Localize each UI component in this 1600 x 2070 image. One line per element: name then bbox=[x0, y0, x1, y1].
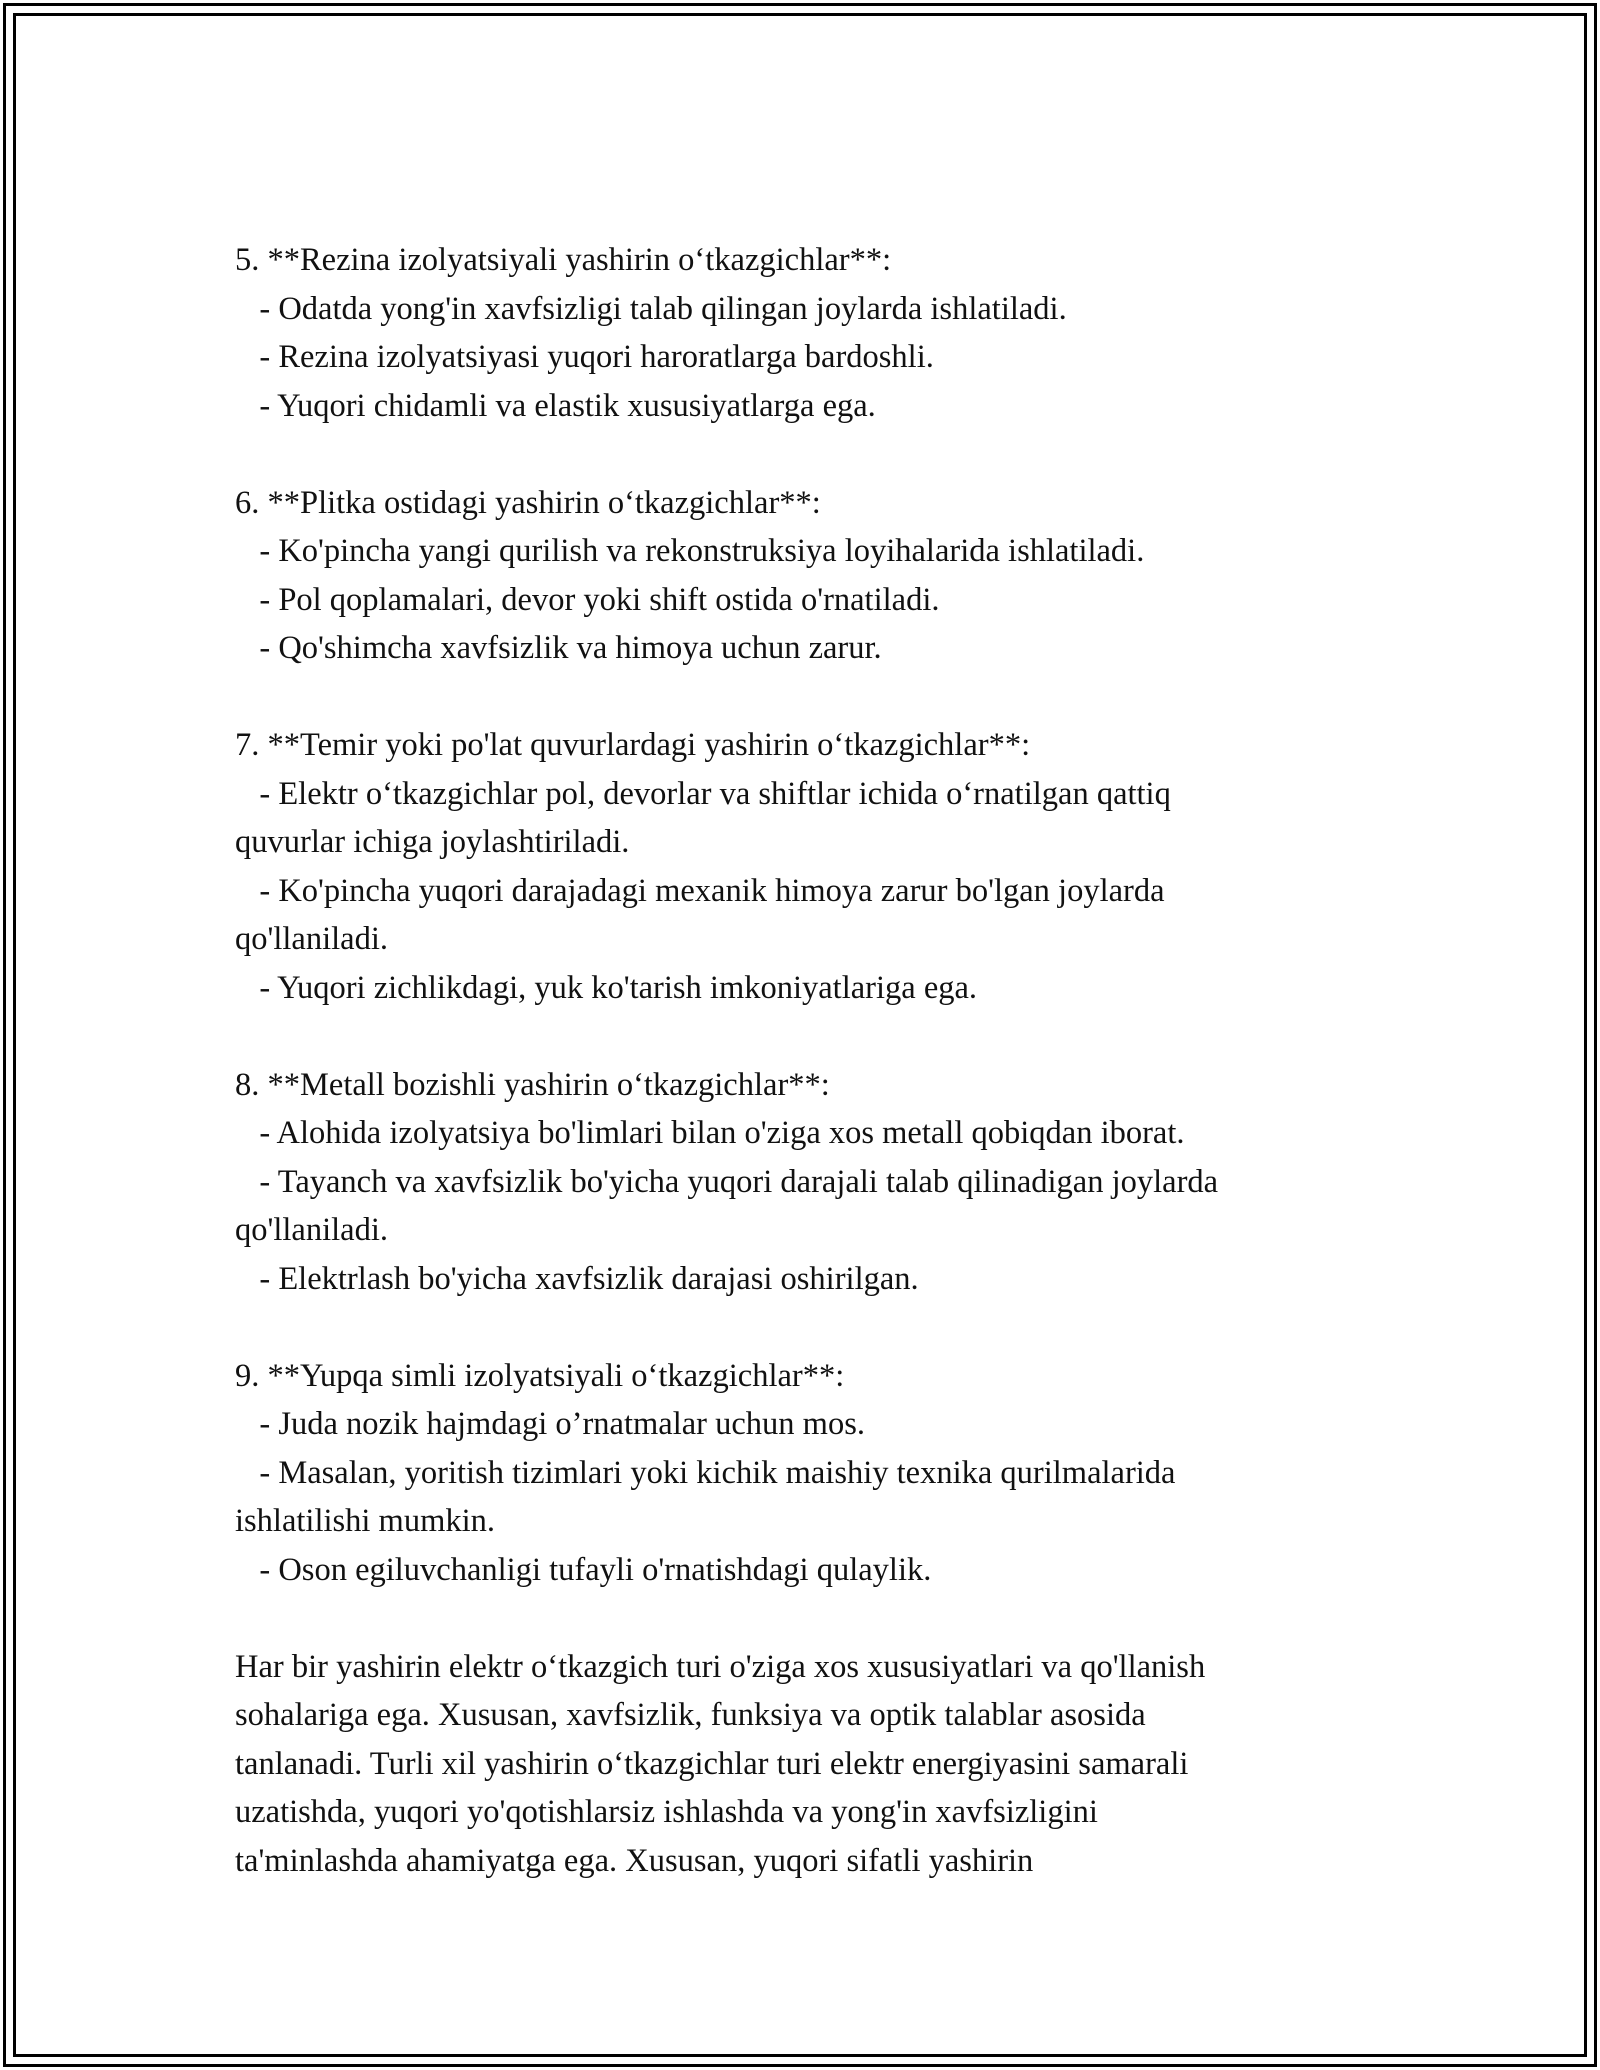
list-item: - Elektr o‘tkazgichlar pol, devorlar va shiftlar ichida o‘rnatilgan qattiq bbox=[235, 775, 1171, 812]
section-9 bbox=[235, 1352, 1385, 1595]
section-heading: 8. **Metall bozishli yashirin o‘tkazgichlar**: bbox=[235, 1066, 830, 1103]
section-6 bbox=[235, 479, 1385, 673]
section-heading: 9. **Yupqa simli izolyatsiyali o‘tkazgichlar**: bbox=[235, 1357, 845, 1394]
list-item: - Odatda yong'in xavfsizligi talab qilingan joylarda ishlatiladi. bbox=[235, 290, 1067, 327]
section-8 bbox=[235, 1061, 1385, 1304]
list-item: - Oson egiluvchanligi tufayli o'rnatishdagi qulaylik. bbox=[235, 1551, 932, 1588]
list-item: - Alohida izolyatsiya bo'limlari bilan o'ziga xos metall qobiqdan iborat. bbox=[235, 1115, 1185, 1151]
section-heading: 7. **Temir yoki po'lat quvurlardagi yashirin o‘tkazgichlar**: bbox=[235, 727, 1031, 763]
list-item: - Yuqori zichlikdagi, yuk ko'tarish imkoniyatlariga ega. bbox=[235, 969, 978, 1006]
section-5 bbox=[235, 236, 1385, 430]
list-item: - Yuqori chidamli va elastik xususiyatlarga ega. bbox=[235, 387, 876, 424]
closing-paragraph bbox=[235, 1643, 1385, 1886]
paragraph-line: Har bir yashirin elektr o‘tkazgich turi o'ziga xos xususiyatlari va qo'llanish bbox=[235, 1648, 1206, 1685]
section-heading: 5. **Rezina izolyatsiyali yashirin o‘tkazgichlar**: bbox=[235, 242, 892, 278]
list-item: - Rezina izolyatsiyasi yuqori haroratlarga bardoshli. bbox=[235, 339, 934, 375]
list-item: - Qo'shimcha xavfsizlik va himoya uchun zarur. bbox=[235, 630, 882, 666]
list-item: - Elektrlash bo'yicha xavfsizlik darajasi oshirilgan. bbox=[235, 1260, 919, 1297]
paragraph-line: uzatishda, yuqori yo'qotishlarsiz ishlashda va yong'in xavfsizligini bbox=[235, 1794, 1098, 1830]
section-7 bbox=[235, 721, 1385, 1012]
section-heading: 6. **Plitka ostidagi yashirin o‘tkazgichlar**: bbox=[235, 484, 821, 521]
list-item: quvurlar ichiga joylashtiriladi. bbox=[235, 824, 630, 860]
list-item: ishlatilishi mumkin. bbox=[235, 1503, 496, 1539]
list-item: - Ko'pincha yuqori darajadagi mexanik himoya zarur bo'lgan joylarda bbox=[235, 872, 1165, 909]
list-item: - Juda nozik hajmdagi o’rnatmalar uchun mos. bbox=[235, 1406, 865, 1442]
list-item: - Ko'pincha yangi qurilish va rekonstruksiya loyihalarida ishlatiladi. bbox=[235, 533, 1145, 569]
list-item: - Tayanch va xavfsizlik bo'yicha yuqori darajali talab qilinadigan joylarda bbox=[235, 1163, 1219, 1200]
list-item: - Masalan, yoritish tizimlari yoki kichik maishiy texnika qurilmalarida bbox=[235, 1454, 1176, 1491]
paragraph-line: ta'minlashda ahamiyatga ega. Xususan, yuqori sifatli yashirin bbox=[235, 1842, 1034, 1879]
paragraph-line: tanlanadi. Turli xil yashirin o‘tkazgichlar turi elektr energiyasini samarali bbox=[235, 1745, 1189, 1782]
paragraph-line: sohalariga ega. Xususan, xavfsizlik, funksiya va optik talablar asosida bbox=[235, 1697, 1146, 1733]
list-item: qo'llaniladi. bbox=[235, 921, 388, 957]
document-body bbox=[235, 236, 1385, 1885]
list-item: - Pol qoplamalari, devor yoki shift ostida o'rnatiladi. bbox=[235, 581, 940, 618]
list-item: qo'llaniladi. bbox=[235, 1212, 388, 1248]
